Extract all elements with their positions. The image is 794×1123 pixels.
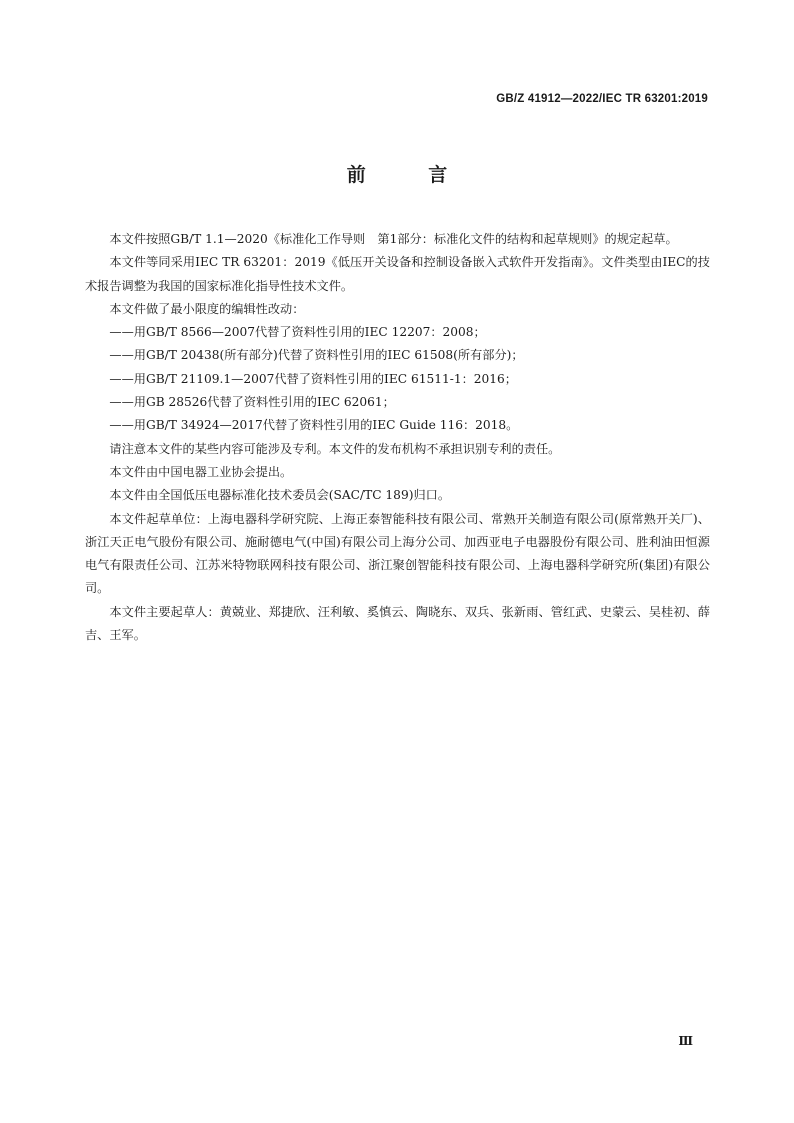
page-number: Ⅲ	[678, 1034, 693, 1048]
list-item-change-2: ——用GB/T 20438(所有部分)代替了资料性引用的IEC 61508(所有部分)；	[109, 348, 524, 363]
list-item-change-5: ——用GB/T 34924—2017代替了资料性引用的IEC Guide 116：2018。	[109, 418, 519, 433]
paragraph-editorial-changes: 本文件做了最小限度的编辑性改动：	[109, 301, 305, 316]
list-item-change-4: ——用GB 28526代替了资料性引用的IEC 62061；	[109, 395, 395, 410]
paragraph-centralized-by: 本文件由全国低压电器标准化技术委员会(SAC/TC 189)归口。	[109, 488, 451, 503]
list-item-change-3: ——用GB/T 21109.1—2007代替了资料性引用的IEC 61511-1：2016；	[109, 371, 517, 386]
paragraph-drafting-rules: 本文件按照GB/T 1.1—2020《标准化工作导则 第1部分：标准化文件的结构和起草规则》的规定起草。	[109, 232, 678, 246]
paragraph-patent-notice: 请注意本文件的某些内容可能涉及专利。本文件的发布机构不承担识别专利的责任。	[109, 441, 561, 456]
foreword-body	[85, 228, 710, 647]
paragraph-drafters: 本文件主要起草人：黄兢业、郑捷欣、汪利敏、奚慎云、陶晓东、双兵、张新雨、管红武、史蒙云、吴桂初、薛吉、王军。	[85, 604, 710, 643]
paragraph-adoption: 本文件等同采用IEC TR 63201：2019《低压开关设备和控制设备嵌入式软件开发指南》。文件类型由IEC的技术报告调整为我国的国家标准化指导性技术文件。	[85, 255, 710, 293]
page-title: 前 言	[346, 164, 476, 186]
list-item-change-1: ——用GB/T 8566—2007代替了资料性引用的IEC 12207：2008；	[109, 325, 486, 340]
paragraph-proposer: 本文件由中国电器工业协会提出。	[109, 464, 293, 479]
standard-number-header: GB/Z 41912—2022/IEC TR 63201:2019	[496, 93, 708, 105]
paragraph-drafting-units: 本文件起草单位：上海电器科学研究院、上海正泰智能科技有限公司、常熟开关制造有限公司(原常熟开关厂)、浙江天正电气股份有限公司、施耐德电气(中国)有限公司上海分公司、加西亚电子电器股份有限公司、胜利油田恒源电气有限责任公司、江苏米特物联网科技有限公司、浙江聚创智能科技有限公司、上海电器科学研究所(集团)有限公司。	[85, 511, 710, 596]
